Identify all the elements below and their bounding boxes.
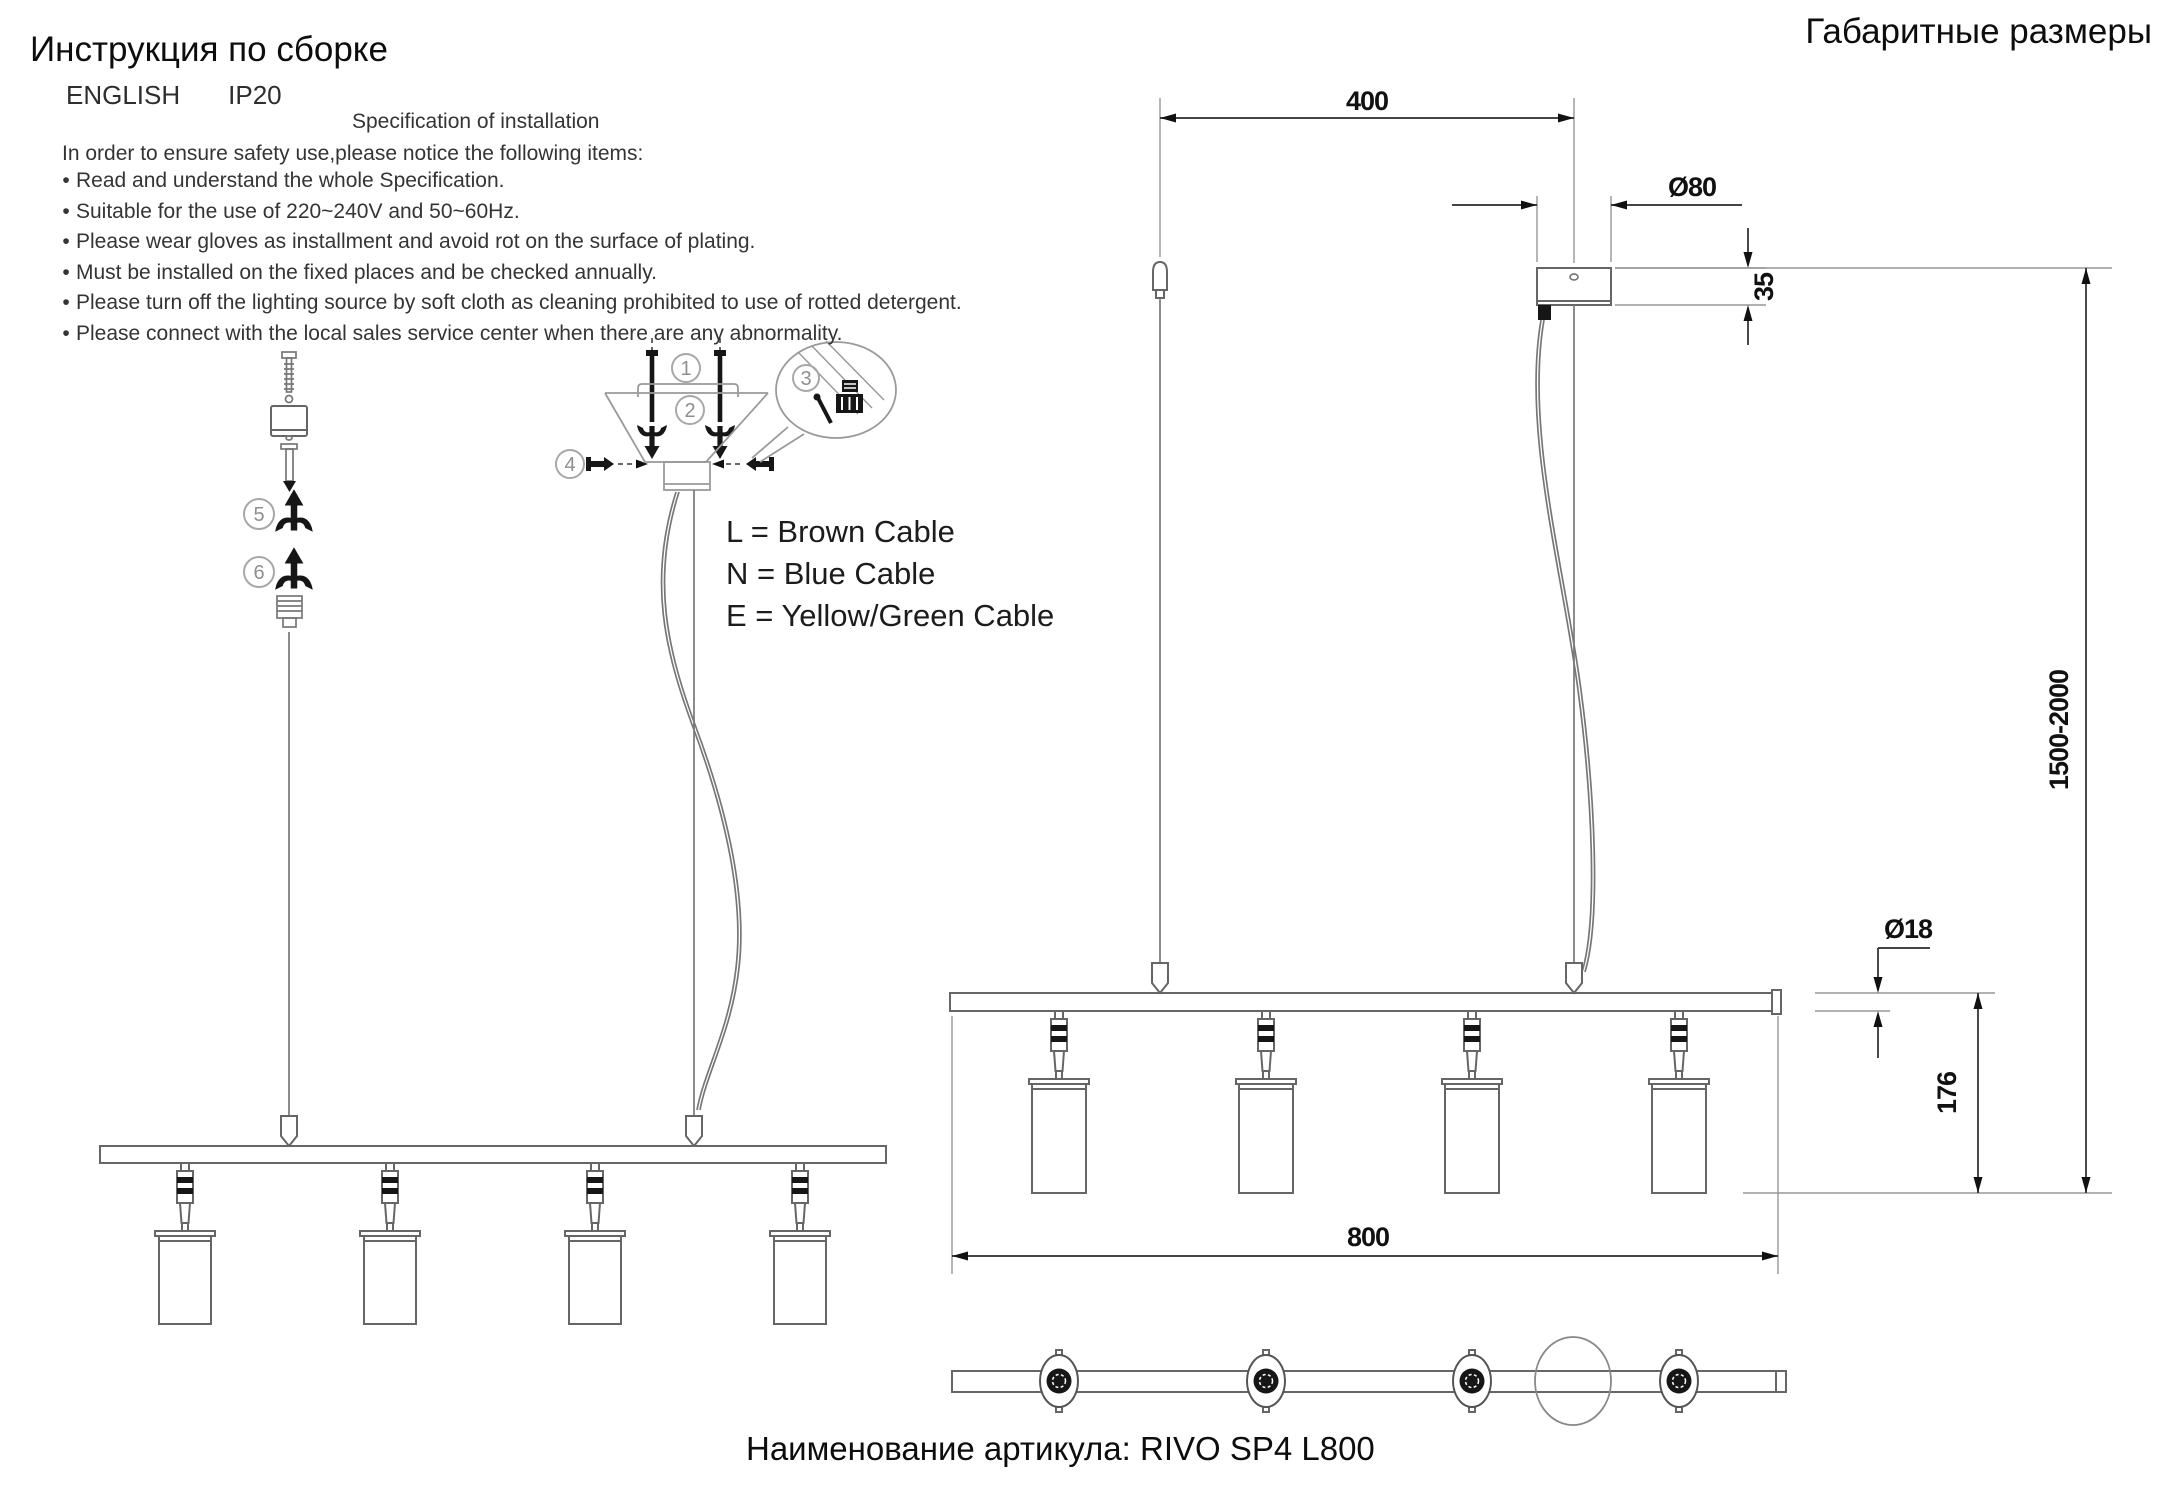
lamp-shade — [1239, 1084, 1293, 1193]
ceiling-cup-icon — [271, 406, 307, 436]
lamp-knob-icon — [1040, 1350, 1078, 1412]
dimension-label: Ø18 — [1883, 914, 1933, 944]
fixture-bar — [100, 1146, 886, 1163]
wiring-legend-line: N = Blue Cable — [726, 556, 936, 591]
threaded-nipple-icon — [277, 596, 302, 618]
lamp-shade — [364, 1236, 416, 1324]
spec-title: Specification of installation — [352, 110, 600, 133]
wiring-callout — [752, 341, 896, 462]
dimension-400 — [1160, 86, 1574, 263]
dimension-label: 35 — [1749, 272, 1779, 302]
step-number: 4 — [564, 454, 576, 476]
dimension-canopy-diameter — [1452, 172, 1742, 262]
spec-item: • Please turn off the lighting source by soft cloth as cleaning prohibited to use of rotted detergent. — [62, 291, 962, 315]
lamp-knob-icon — [1453, 1350, 1491, 1412]
cord-grip-cone — [1566, 963, 1582, 993]
spec-item: • Must be installed on the fixed places and be checked annually. — [62, 260, 657, 284]
dimension-canopy-height — [1615, 228, 1779, 345]
terminal-block-icon — [842, 380, 858, 392]
dimension-suspension-length — [1615, 268, 2112, 1193]
language-ip-line — [66, 80, 282, 111]
ip-rating: IP20 — [228, 80, 282, 110]
lamp-shade — [159, 1236, 211, 1324]
language-label: ENGLISH — [66, 80, 181, 110]
wiring-legend-line: E = Yellow/Green Cable — [726, 598, 1055, 633]
power-cable — [1536, 320, 1592, 972]
spec-item: • Please wear gloves as installment and avoid rot on the surface of plating. — [62, 230, 756, 254]
dimension-bar-diameter — [1815, 914, 1995, 1058]
dimension-head-height — [1932, 993, 1983, 1193]
spec-list — [56, 169, 962, 353]
assembly-front-view — [100, 1116, 886, 1324]
step-number: 3 — [800, 368, 812, 390]
lamp-shade — [774, 1236, 826, 1324]
step-number: 6 — [253, 562, 265, 584]
cord-grip-cone — [1152, 963, 1168, 993]
dimension-label: 800 — [1346, 1222, 1390, 1252]
step-number: 2 — [684, 400, 696, 422]
bar-end-cap — [1772, 990, 1781, 1014]
screw-icon — [282, 352, 296, 358]
wiring-legend — [726, 514, 1054, 640]
spec-item: • Read and understand the whole Specification. — [62, 169, 505, 192]
side-screw-icon — [586, 457, 648, 471]
dimension-label: 1500-2000 — [2044, 669, 2074, 791]
wall-anchor-icon — [275, 489, 313, 532]
wall-anchor-icon — [275, 547, 313, 590]
wire-grip-icon — [1153, 262, 1167, 290]
lamp-shade — [1652, 1084, 1706, 1193]
dimensioned-front-view — [950, 262, 1781, 1193]
canopy-mount-detail — [556, 338, 774, 1116]
exploded-suspension-view — [244, 352, 313, 1116]
lamp-knob-icon — [1660, 1350, 1698, 1412]
bottom-view — [952, 1337, 1786, 1425]
spec-item: • Please connect with the local sales service center when there are any abnormality. — [62, 321, 843, 345]
dimension-label: 176 — [1932, 1071, 1962, 1115]
step-number: 1 — [680, 358, 692, 380]
fixture-bar — [950, 993, 1780, 1011]
lamp-shade — [1445, 1084, 1499, 1193]
step-number: 5 — [253, 504, 265, 526]
article-name-caption: Наименование артикула: RIVO SP4 L800 — [746, 1430, 1375, 1467]
page-title-russian: Инструкция по сборке — [30, 30, 388, 69]
cord-grip-cone — [281, 1116, 297, 1146]
spec-item: • Suitable for the use of 220~240V and 50~60Hz. — [62, 199, 520, 223]
spec-intro: In order to ensure safety use,please notice the following items: — [62, 142, 644, 165]
page-title-dimensions: Габаритные размеры — [1805, 12, 2152, 51]
dimension-label: 400 — [1345, 86, 1389, 116]
lamp-knob-icon — [1247, 1350, 1285, 1412]
canopy-cup — [664, 462, 710, 490]
cord-grip-cone — [686, 1116, 702, 1146]
dimension-label: Ø80 — [1667, 172, 1717, 202]
lamp-shade — [569, 1236, 621, 1324]
lamp-shade — [1032, 1084, 1086, 1193]
cable-grip-icon — [1538, 305, 1551, 320]
wiring-legend-line: L = Brown Cable — [726, 514, 955, 549]
